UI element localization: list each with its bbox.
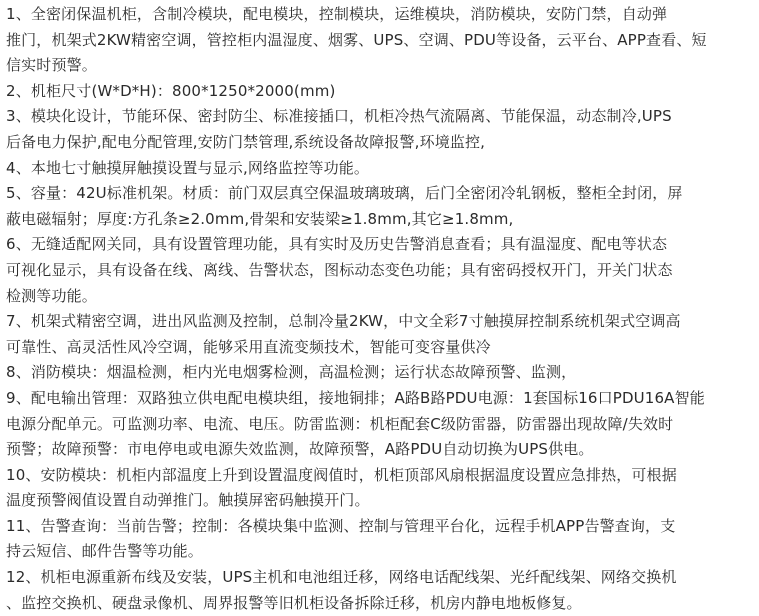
text-line: 蔽电磁辐射；厚度:方孔条≥2.0mm,骨架和安装梁≥1.8mm,其它≥1.8mm, bbox=[6, 209, 514, 228]
text-line: 2、机柜尺寸(W*D*H)：800*1250*2000(mm) bbox=[6, 81, 336, 100]
text-line: 12、机柜电源重新布线及安装，UPS主机和电池组迁移，网络电话配线架、光纤配线架、网络交换机 bbox=[6, 568, 677, 587]
text-line: 8、消防模块：烟温检测，柜内光电烟雾检测，高温检测；运行状态故障预警、监测， bbox=[6, 363, 577, 382]
text-line: 可靠性、高灵活性风冷空调，能够采用直流变频技术，智能可变容量供冷 bbox=[6, 337, 491, 356]
text-line: 4、本地七寸触摸屏触摸设置与显示,网络监控等功能。 bbox=[6, 158, 370, 177]
text-line: 、监控交换机、硬盘录像机、周界报警等旧机柜设备拆除迁移，机房内静电地板修复。 bbox=[6, 593, 582, 612]
text-line: 检测等功能。 bbox=[6, 286, 97, 305]
text-line: 持云短信、邮件告警等功能。 bbox=[6, 542, 203, 561]
text-line: 预警；故障预警：市电停电或电源失效监测，故障预警，A路PDU自动切换为UPS供电。 bbox=[6, 440, 594, 459]
text-line: 温度预警阀值设置自动弹推门。触摸屏密码触摸开门。 bbox=[6, 491, 370, 510]
text-line: 10、安防模块：机柜内部温度上升到设置温度阀值时，机柜顶部风扇根据温度设置应急排热，可根据 bbox=[6, 465, 677, 484]
text-line: 推门，机架式2KW精密空调，管控柜内温湿度、烟雾、UPS、空调、PDU等设备，云平台、APP查看、短 bbox=[6, 30, 707, 49]
text-line: 后备电力保护,配电分配管理,安防门禁管理,系统设备故障报警,环境监控, bbox=[6, 132, 486, 151]
text-line: 6、无缝适配网关同，具有设置管理功能，具有实时及历史告警消息查看；具有温湿度、配电等状态 bbox=[6, 235, 668, 254]
text-line: 5、容量：42U标准机架。材质：前门双层真空保温玻璃玻璃，后门全密闭冷轧钢板，整柜全封闭，屏 bbox=[6, 184, 683, 203]
text-line: 3、模块化设计，节能环保、密封防尘、标准接插口，机柜冷热气流隔离、节能保温，动态制冷,UPS bbox=[6, 107, 672, 126]
text-line: 可视化显示，具有设备在线、离线、告警状态，图标动态变色功能；具有密码授权开门，开关门状态 bbox=[6, 260, 673, 279]
text-line: 信实时预警。 bbox=[6, 56, 97, 75]
text-line: 11、告警查询：当前告警；控制：各模块集中监测、控制与管理平台化，远程手机APP告警查询，支 bbox=[6, 516, 676, 535]
text-line: 9、配电输出管理：双路独立供电配电模块组，接地铜排；A路B路PDU电源：1套国标16口PDU16A智能 bbox=[6, 388, 705, 407]
spec-document bbox=[6, 2, 756, 616]
text-line: 7、机架式精密空调，进出风监测及控制，总制冷量2KW，中文全彩7寸触摸屏控制系统机架式空调高 bbox=[6, 312, 681, 331]
text-line: 电源分配单元。可监测功率、电流、电压。防雷监测：机柜配套C级防雷器，防雷器出现故障/失效时 bbox=[6, 414, 674, 433]
text-line: 1、全密闭保温机柜，含制冷模块，配电模块，控制模块，运维模块，消防模块，安防门禁，自动弹 bbox=[6, 5, 668, 23]
